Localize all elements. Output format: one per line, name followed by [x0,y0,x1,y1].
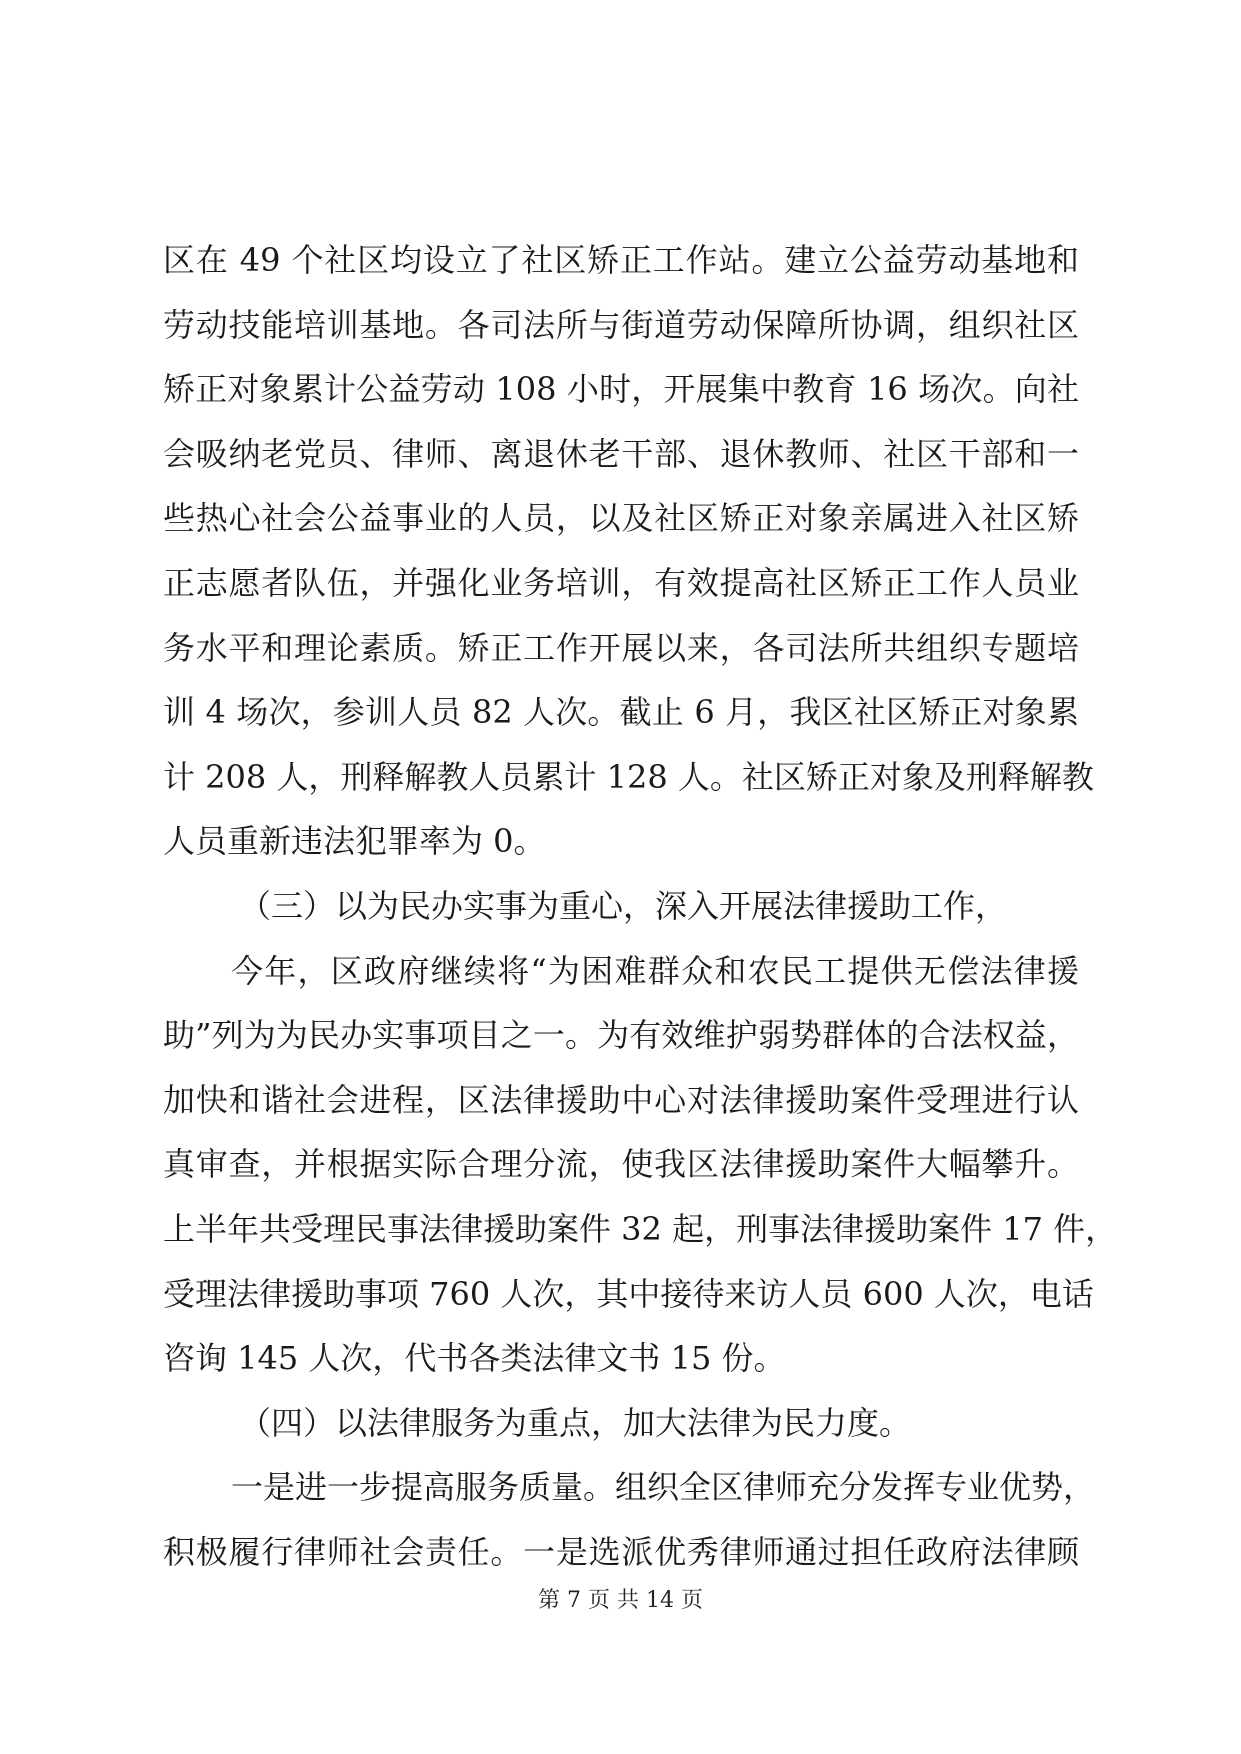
paragraph-line: 积极履行律师社会责任。一是选派优秀律师通过担任政府法律顾 [163,1532,1079,1571]
paragraph-line: 今年，区政府继续将“为困难群众和农民工提供无偿法律援 [231,951,1079,990]
section-heading-3: （三）以为民办实事为重心，深入开展法律援助工作， [239,886,1008,925]
page-number-footer: 第 7 页 共 14 页 [538,1588,703,1613]
paragraph-line: 受理法律援助事项 760 人次，其中接待来访人员 600 人次，电话 [163,1274,1094,1313]
document-body [163,228,1118,1584]
paragraph-line: 务水平和理论素质。矫正工作开展以来，各司法所共组织专题培 [163,628,1079,667]
paragraph-line: 区在 49 个社区均设立了社区矫正工作站。建立公益劳动基地和 [163,241,1079,279]
paragraph-line: 加快和谐社会进程，区法律援助中心对法律援助案件受理进行认 [163,1080,1079,1119]
paragraph-line: 人员重新违法犯罪率为 0。 [163,822,546,861]
paragraph-line: 一是进一步提高服务质量。组织全区律师充分发挥专业优势， [231,1468,1096,1507]
paragraph-line: 会吸纳老党员、律师、离退休老干部、退休教师、社区干部和一 [163,434,1079,473]
paragraph-line: 矫正对象累计公益劳动 108 小时，开展集中教育 16 场次。向社 [163,370,1079,409]
paragraph-line: 助”列为为民办实事项目之一。为有效维护弱势群体的合法权益， [163,1016,1079,1055]
paragraph-line: 正志愿者队伍，并强化业务培训，有效提高社区矫正工作人员业 [163,563,1079,602]
paragraph-line: 些热心社会公益事业的人员，以及社区矫正对象亲属进入社区矫 [163,499,1079,538]
paragraph-line: 真审查，并根据实际合理分流，使我区法律援助案件大幅攀升。 [163,1145,1079,1184]
paragraph-line: 劳动技能培训基地。各司法所与街道劳动保障所协调，组织社区 [163,305,1079,344]
paragraph-line: 咨询 145 人次，代书各类法律文书 15 份。 [163,1339,786,1378]
paragraph-line: 上半年共受理民事法律援助案件 32 起，刑事法律援助案件 17 件， [163,1209,1118,1248]
paragraph-line: 训 4 场次，参训人员 82 人次。截止 6 月，我区社区矫正对象累 [163,693,1079,732]
paragraph-line: 计 208 人，刑释解教人员累计 128 人。社区矫正对象及刑释解教 [163,757,1094,796]
section-heading-4: （四）以法律服务为重点，加大法律为民力度。 [239,1403,912,1442]
